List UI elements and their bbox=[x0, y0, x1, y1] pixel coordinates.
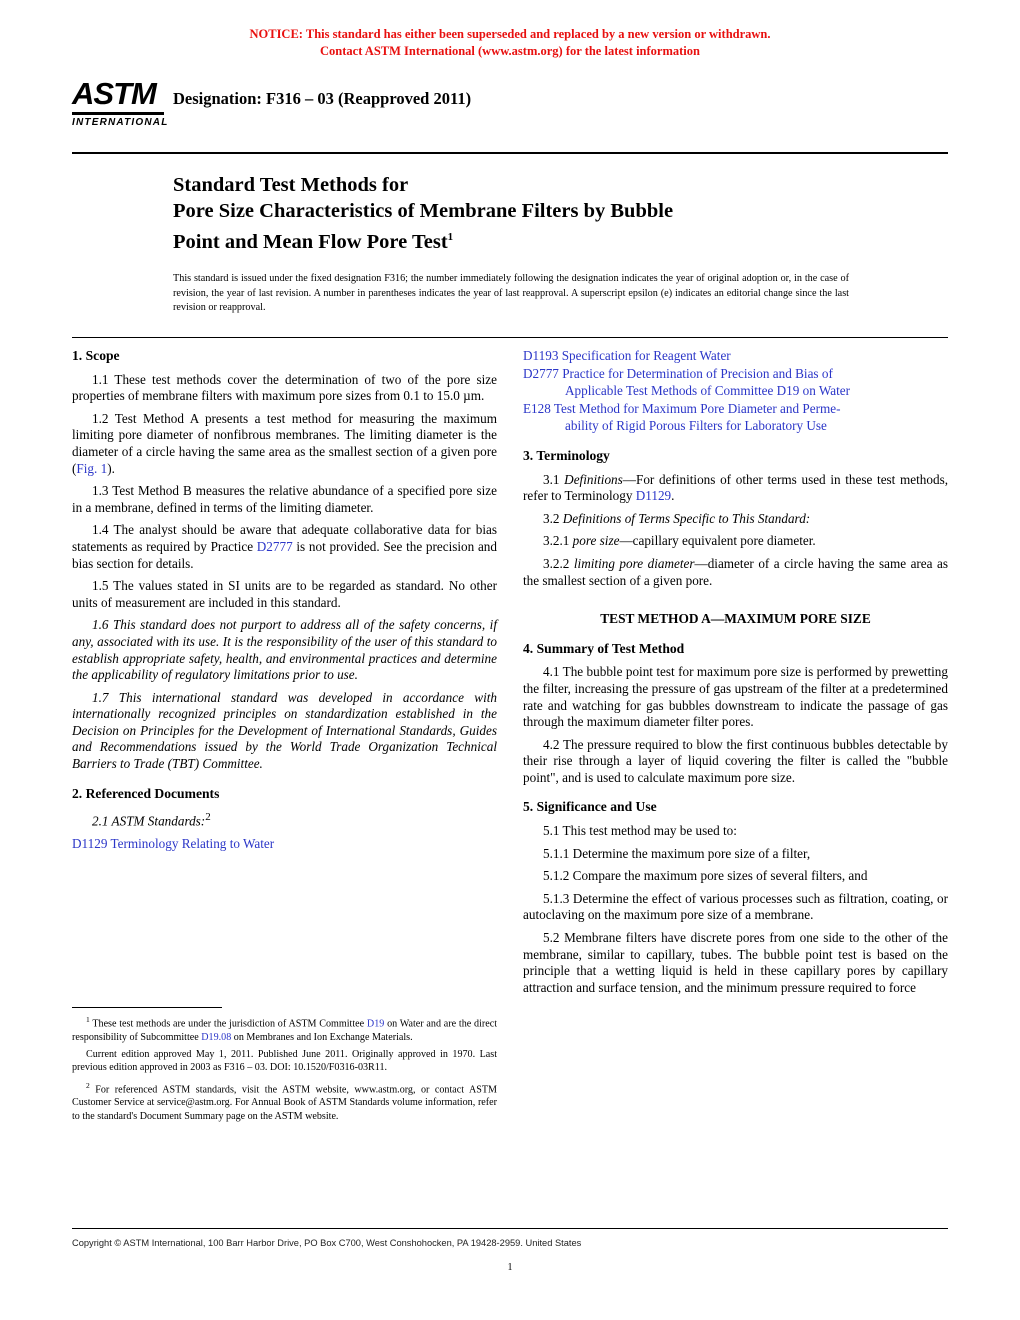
link-d1129[interactable]: D1129 bbox=[635, 488, 672, 504]
para-1-2-text: 1.2 Test Method A presents a test method for measuring the maximum limiting pore diameter of nonfibrous membranes. The limiting diameter is the diameter of a circle having the same area as the smallest section of a given pore ( bbox=[72, 410, 497, 476]
para-3-1-num: 3.1 bbox=[543, 471, 560, 487]
para-1-2-tail: ). bbox=[107, 460, 115, 476]
reference-id: D2777 bbox=[523, 365, 559, 381]
document-title bbox=[173, 172, 863, 255]
para-3-2-2 bbox=[523, 556, 948, 589]
title-line-3-text: Point and Mean Flow Pore Test bbox=[173, 230, 448, 253]
title-line-2: Pore Size Characteristics of Membrane Filters by Bubble bbox=[173, 200, 674, 222]
para-3-1-tail: . bbox=[671, 488, 675, 504]
reference-d1193[interactable] bbox=[523, 348, 948, 365]
para-1-4 bbox=[72, 522, 497, 572]
reference-title: Specification for Reagent Water bbox=[561, 348, 731, 363]
heading-test-method-a: TEST METHOD A—MAXIMUM PORE SIZE bbox=[600, 611, 871, 627]
para-1-2 bbox=[72, 411, 497, 477]
para-4-1: 4.1 The bubble point test for maximum pore size is performed by prewetting the filter, increasing the pressure of gas upstream of the filter at a predetermined rate and watching for gas bubbles downstream to indicate the passage of gas through the maximum diameter filter pores. bbox=[523, 664, 948, 730]
footnote-rule bbox=[72, 1007, 222, 1008]
para-2-1 bbox=[72, 809, 497, 830]
header-rule bbox=[72, 152, 948, 154]
link-d19[interactable]: D19 bbox=[366, 1018, 385, 1030]
reference-id: E128 bbox=[523, 400, 551, 416]
title-line-3 bbox=[173, 224, 863, 255]
para-4-2: 4.2 The pressure required to blow the first continuous bubbles detectable by their rise through a layer of liquid covering the filter is called the "bubble point", and is used to calculate maximum pore size. bbox=[523, 736, 948, 785]
reference-id: D1129 bbox=[72, 836, 108, 852]
preamble-rule bbox=[72, 337, 948, 338]
reference-e128-cont[interactable]: ability of Rigid Porous Filters for Laboratory Use bbox=[565, 418, 827, 434]
footnote-2-marker: 2 bbox=[86, 1080, 90, 1090]
para-1-1: 1.1 These test methods cover the determination of two of the pore size properties of membrane filters with maximum pore sizes from 0.1 to 15.0 µm. bbox=[72, 371, 497, 404]
heading-scope: 1. Scope bbox=[72, 348, 120, 363]
para-1-4-head: 1.4 The analyst should be aware that adequate collaborative data for bias statements as required by Practice bbox=[72, 522, 497, 554]
designation-line: Designation: F316 – 03 (Reapproved 2011) bbox=[173, 89, 472, 108]
footnote-1b: Current edition approved May 1, 2011. Published June 2011. Originally approved in 1970. Last previous edition approved in 2003 as F316 – 03. DOI: 10.1520/F0316-03R11. bbox=[72, 1048, 497, 1074]
para-5-2: 5.2 Membrane filters have discrete pores from one side to the other of the membrane, similar to capillary, tubes. The bubble point test is based on the principle that a wetting liquid is held in these capillary pores by capillary attraction and surface tension, and the minimum pressure required to force bbox=[523, 930, 948, 995]
reference-title: Test Method for Maximum Pore Diameter and Perme- bbox=[553, 400, 841, 416]
para-3-2-1-term: pore size bbox=[572, 533, 620, 549]
footnote-1-a: These test methods are under the jurisdiction of ASTM Committee bbox=[92, 1018, 367, 1030]
title-line-1: Standard Test Methods for bbox=[173, 174, 409, 196]
para-3-2-2-rest: —diameter of a circle having the same area as the smallest section of a given pore. bbox=[523, 555, 949, 588]
reference-d2777-cont[interactable]: Applicable Test Methods of Committee D19 on Water bbox=[565, 383, 851, 399]
para-3-2-1 bbox=[523, 533, 948, 550]
para-1-3: 1.3 Test Method B measures the relative abundance of a specified pore size in a membrane, defined in terms of the limiting diameter. bbox=[72, 483, 497, 515]
footnote-2 bbox=[72, 1079, 497, 1123]
para-3-2-2-term: limiting pore diameter bbox=[573, 555, 695, 571]
para-3-2-1-rest: —capillary equivalent pore diameter. bbox=[619, 533, 816, 549]
heading-terminology: 3. Terminology bbox=[523, 447, 610, 463]
para-3-1-rest: —For definitions of other terms used in these test methods, refer to Terminology bbox=[523, 471, 949, 504]
footnote-1-c: on Membranes and Ion Exchange Materials. bbox=[231, 1031, 413, 1043]
para-2-1-footnote-marker: 2 bbox=[205, 811, 211, 824]
footnote-1 bbox=[72, 1013, 497, 1044]
reference-d1129[interactable] bbox=[72, 836, 497, 853]
para-3-1-term: Definitions bbox=[564, 471, 623, 487]
reference-id: D1193 bbox=[523, 348, 559, 363]
page-number: 1 bbox=[507, 1262, 513, 1273]
link-d19-08[interactable]: D19.08 bbox=[201, 1031, 232, 1043]
heading-referenced-documents: 2. Referenced Documents bbox=[72, 785, 220, 801]
para-5-1: 5.1 This test method may be used to: bbox=[543, 823, 737, 839]
footnotes-block bbox=[72, 1013, 497, 1127]
astm-sub-wordmark: INTERNATIONAL bbox=[72, 117, 169, 128]
reference-title: Practice for Determination of Precision and Bias of bbox=[562, 365, 833, 381]
copyright-line: Copyright © ASTM International, 100 Barr Harbor Drive, PO Box C700, West Conshohocken, PA 19428-2959. United States bbox=[72, 1238, 582, 1248]
para-3-2-2-num: 3.2.2 bbox=[543, 555, 570, 571]
para-3-2-term: Definitions of Terms Specific to This Standard: bbox=[562, 510, 811, 526]
astm-wordmark: ASTM bbox=[72, 76, 156, 111]
link-fig-1[interactable]: Fig. 1 bbox=[76, 460, 108, 476]
link-d2777[interactable]: D2777 bbox=[256, 538, 293, 554]
notice-line-1: NOTICE: This standard has either been superseded and replaced by a new version or withdrawn. bbox=[249, 27, 771, 41]
footnote-1-b: on Water and are the direct responsibility of Subcommittee bbox=[72, 1018, 497, 1043]
para-5-1-2: 5.1.2 Compare the maximum pore sizes of several filters, and bbox=[543, 868, 868, 884]
para-1-5: 1.5 The values stated in SI units are to be regarded as standard. No other units of measurement are included in this standard. bbox=[72, 578, 497, 610]
right-column bbox=[523, 348, 948, 1002]
para-5-1-1: 5.1.1 Determine the maximum pore size of a filter, bbox=[543, 845, 811, 861]
para-2-1-text: 2.1 ASTM Standards: bbox=[92, 813, 206, 829]
para-3-2-1-num: 3.2.1 bbox=[543, 533, 570, 549]
para-3-1 bbox=[523, 472, 948, 505]
footnote-2-text: For referenced ASTM standards, visit the ASTM website, www.astm.org, or contact ASTM Customer Service at service@astm.org. For Annual Book of ASTM Standards volume information, refer to the standard's Document Summary page on the ASTM website. bbox=[72, 1083, 497, 1122]
reference-title: Terminology Relating to Water bbox=[110, 836, 275, 852]
para-5-1-3: 5.1.3 Determine the effect of various processes such as filtration, coating, or autoclaving on the maximum pore size of a membrane. bbox=[523, 890, 948, 923]
footer-rule bbox=[72, 1228, 948, 1229]
para-3-2 bbox=[523, 511, 948, 528]
reference-d2777[interactable] bbox=[523, 366, 948, 383]
notice-line-2: Contact ASTM International (www.astm.org) for the latest information bbox=[320, 44, 700, 58]
left-column bbox=[72, 348, 497, 854]
footnote-1-marker: 1 bbox=[86, 1015, 90, 1024]
para-3-2-num: 3.2 bbox=[543, 510, 560, 526]
para-1-7: 1.7 This international standard was developed in accordance with internationally recognized principles on standardization established in the Decision on Principles for the Development of International Standards, Guides and Recommendations issued by the World Trade Organization Technical Barriers to Trade (TBT) Committee. bbox=[72, 689, 497, 772]
para-1-4-tail: is not provided. See the precision and bias section for details. bbox=[72, 538, 497, 571]
reference-e128[interactable] bbox=[523, 401, 948, 418]
para-1-6: 1.6 This standard does not purport to address all of the safety concerns, if any, associated with its use. It is the responsibility of the user of this standard to establish appropriate safety, health, and environmental practices and determine the applicability of regulatory limitations prior to use. bbox=[72, 617, 497, 683]
logo-divider bbox=[72, 112, 164, 115]
heading-significance-and-use: 5. Significance and Use bbox=[523, 799, 657, 815]
withdrawal-notice bbox=[0, 26, 1020, 60]
preamble-text: This standard is issued under the fixed designation F316; the number immediately following the designation indicates the year of original adoption or, in the case of revision, the year of last revision. A number in parentheses indicates the year of last reapproval. A superscript epsilon (e) indicates an editorial change since the last revision or reapproval. bbox=[173, 273, 849, 313]
astm-logo bbox=[72, 78, 167, 148]
title-footnote-marker: 1 bbox=[447, 231, 454, 243]
heading-summary-of-test-method: 4. Summary of Test Method bbox=[523, 640, 685, 656]
